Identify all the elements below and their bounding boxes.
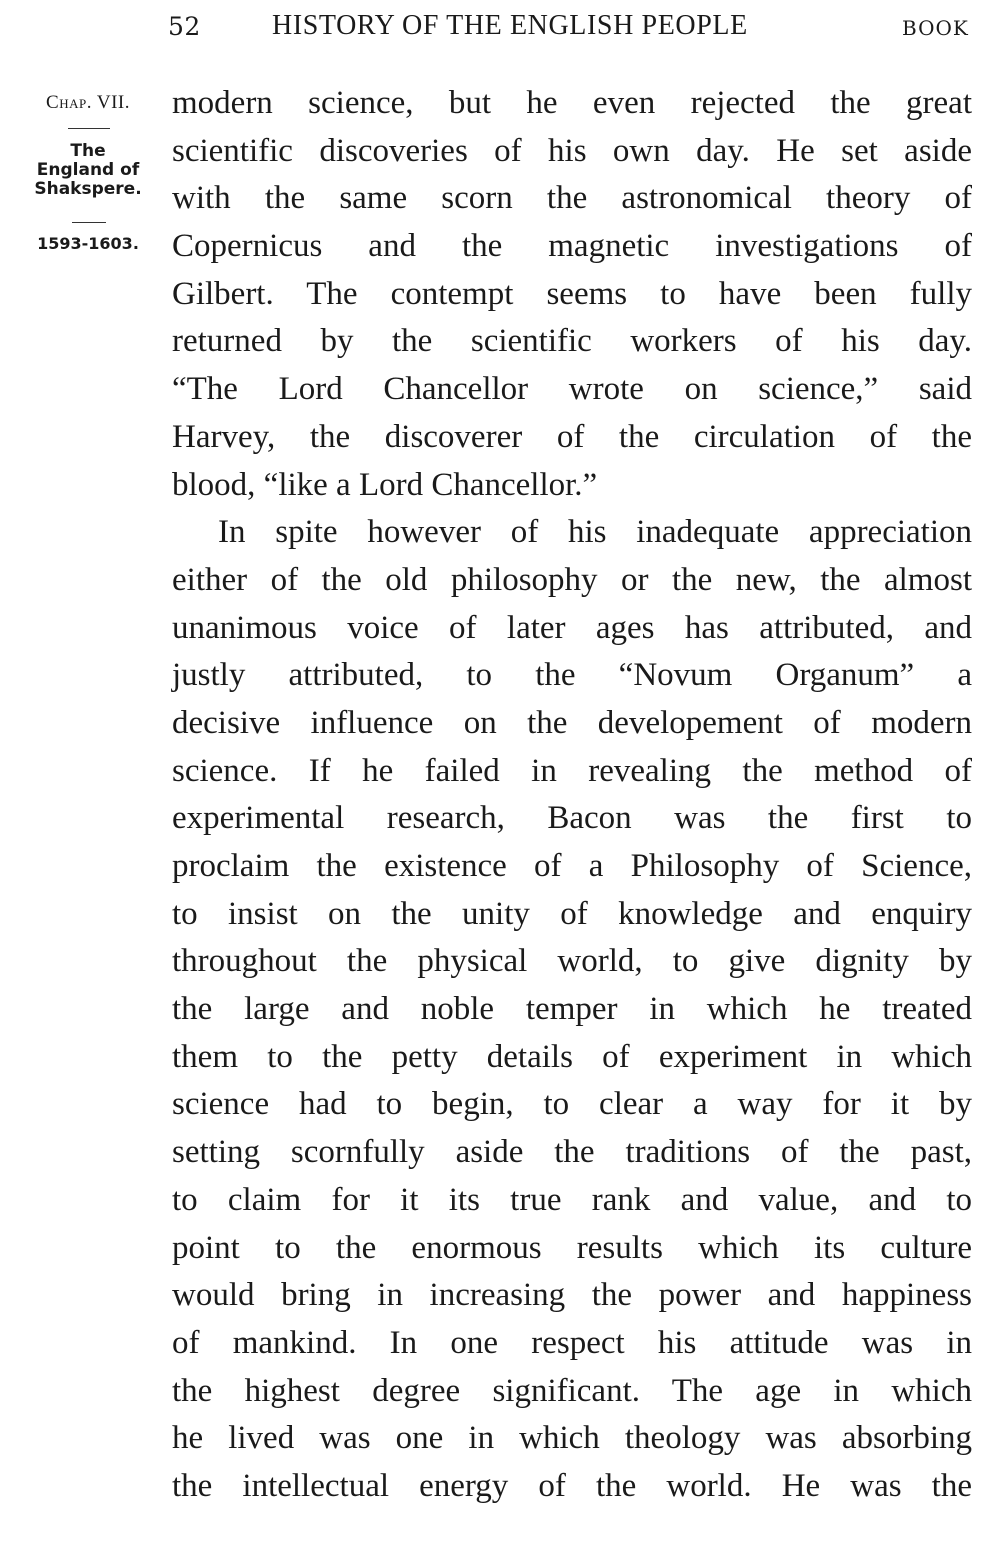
sidenote-years: 1593-1603. [37, 234, 139, 253]
text-line: scientific discoveries of his own day. He set aside [172, 132, 972, 169]
text-line: with the same scorn the astronomical theory of [172, 180, 972, 217]
text-line: justly attributed, to the “Novum Organum” a [172, 657, 972, 694]
sidenote-title [18, 142, 158, 199]
text-line: science had to begin, to clear a way for it by [172, 1086, 972, 1123]
text-line: Harvey, the discoverer of the circulation of the [172, 418, 972, 455]
sidenote-title-line: Shakspere. [34, 179, 142, 199]
sidenote-title-line: The [70, 141, 106, 161]
running-title: HISTORY OF THE ENGLISH PEOPLE [272, 10, 748, 41]
text-line: of mankind. In one respect his attitude was in [172, 1324, 972, 1361]
text-line: would bring in increasing the power and happiness [172, 1277, 972, 1314]
margin-divider [68, 128, 110, 129]
text-line: point to the enormous results which its culture [172, 1229, 972, 1266]
chapter-label: Chap. VII. [46, 92, 130, 113]
text-line: modern science, but he even rejected the great [172, 85, 972, 121]
book-label: BOOK [902, 16, 969, 40]
text-line: either of the old philosophy or the new, the almost [172, 561, 972, 598]
text-line: science. If he failed in revealing the method of [172, 752, 972, 789]
text-line: them to the petty details of experiment in which [172, 1038, 972, 1075]
text-line: experimental research, Bacon was the first to [172, 800, 972, 837]
text-line: decisive influence on the developement of modern [172, 704, 972, 741]
text-line: In spite however of his inadequate appreciation [218, 514, 972, 551]
text-line: blood, “like a Lord Chancellor.” [172, 466, 598, 503]
text-line: the intellectual energy of the world. He was the [172, 1467, 972, 1504]
body-text [172, 80, 972, 1511]
text-line: setting scornfully aside the traditions of the past, [172, 1134, 972, 1171]
text-line: the large and noble temper in which he treated [172, 991, 972, 1028]
text-line: throughout the physical world, to give dignity by [172, 943, 972, 980]
text-line: to insist on the unity of knowledge and enquiry [172, 895, 972, 932]
text-line: the highest degree significant. The age in which [172, 1372, 972, 1409]
margin-divider [72, 222, 106, 223]
text-line: Copernicus and the magnetic investigations of [172, 228, 972, 265]
text-line: “The Lord Chancellor wrote on science,” said [172, 371, 972, 408]
text-line: Gilbert. The contempt seems to have been fully [172, 275, 972, 312]
page-number: 52 [168, 12, 201, 41]
text-line: unanimous voice of later ages has attributed, and [172, 609, 972, 646]
text-line: proclaim the existence of a Philosophy of Science, [172, 848, 972, 884]
text-line: he lived was one in which theology was absorbing [172, 1420, 972, 1457]
sidenote-title-line: England of [36, 160, 140, 180]
text-line: to claim for it its true rank and value, and to [172, 1181, 972, 1218]
text-line: returned by the scientific workers of his day. [172, 323, 972, 360]
